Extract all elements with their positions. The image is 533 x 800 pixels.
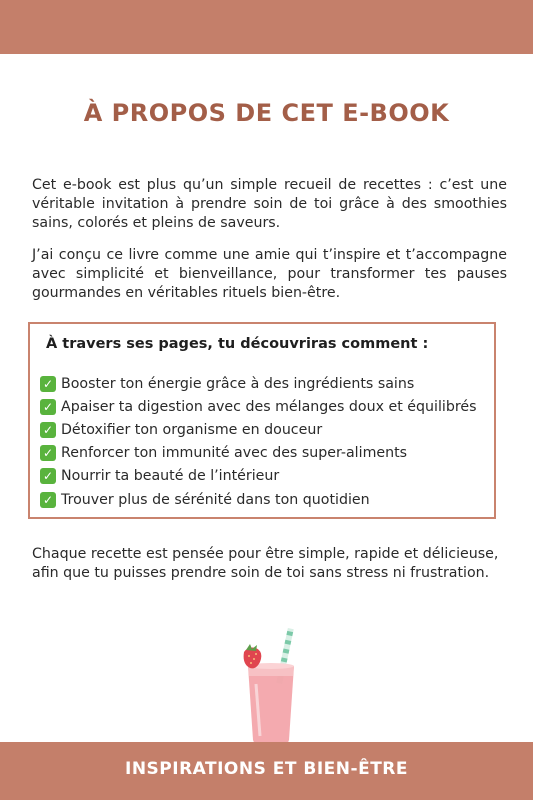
list-item <box>40 465 477 488</box>
strawberry-smoothie-glass-icon <box>238 628 304 746</box>
list-item-label: Renforcer ton immunité avec des super-aliments <box>61 445 408 462</box>
footer-banner <box>0 742 533 800</box>
list-item-label: Apaiser ta digestion avec des mélanges doux et équilibrés <box>61 398 477 415</box>
list-item-label: Détoxifier ton organisme en douceur <box>61 421 323 438</box>
checkmark-icon: ✓ <box>40 445 56 461</box>
top-banner <box>0 0 533 54</box>
list-item <box>40 418 477 441</box>
list-item-label: Trouver plus de sérénité dans ton quotidien <box>61 491 370 508</box>
benefits-heading: À travers ses pages, tu découvriras comment : <box>46 336 429 352</box>
checkmark-icon: ✓ <box>40 468 56 484</box>
list-item-label: Booster ton énergie grâce à des ingrédients sains <box>61 375 415 392</box>
list-item <box>40 395 477 418</box>
list-item-label: Nourrir ta beauté de l’intérieur <box>61 468 280 485</box>
benefits-list <box>40 372 477 511</box>
page-title: À PROPOS DE CET E-BOOK <box>83 99 450 127</box>
intro-paragraph-2: J’ai conçu ce livre comme une amie qui t’inspire et t’accompagne avec simplicité et bienveillance, pour transformer tes pauses gourmandes en véritables rituels bien-être. <box>32 247 507 301</box>
checkmark-icon: ✓ <box>40 492 56 508</box>
list-item <box>40 372 477 395</box>
list-item <box>40 442 477 465</box>
footer-text: INSPIRATIONS ET BIEN-ÊTRE <box>125 759 408 779</box>
closing-paragraph: Chaque recette est pensée pour être simple, rapide et délicieuse, afin que tu puisses prendre soin de toi sans stress ni frustration. <box>32 546 499 581</box>
intro-paragraph-1: Cet e-book est plus qu’un simple recueil de recettes : c’est une véritable invitation à prendre soin de toi grâce à des smoothies sains, colorés et pleins de saveurs. <box>32 177 507 231</box>
checkmark-icon: ✓ <box>40 376 56 392</box>
list-item <box>40 488 477 511</box>
benefits-box <box>28 322 496 519</box>
checkmark-icon: ✓ <box>40 422 56 438</box>
checkmark-icon: ✓ <box>40 399 56 415</box>
